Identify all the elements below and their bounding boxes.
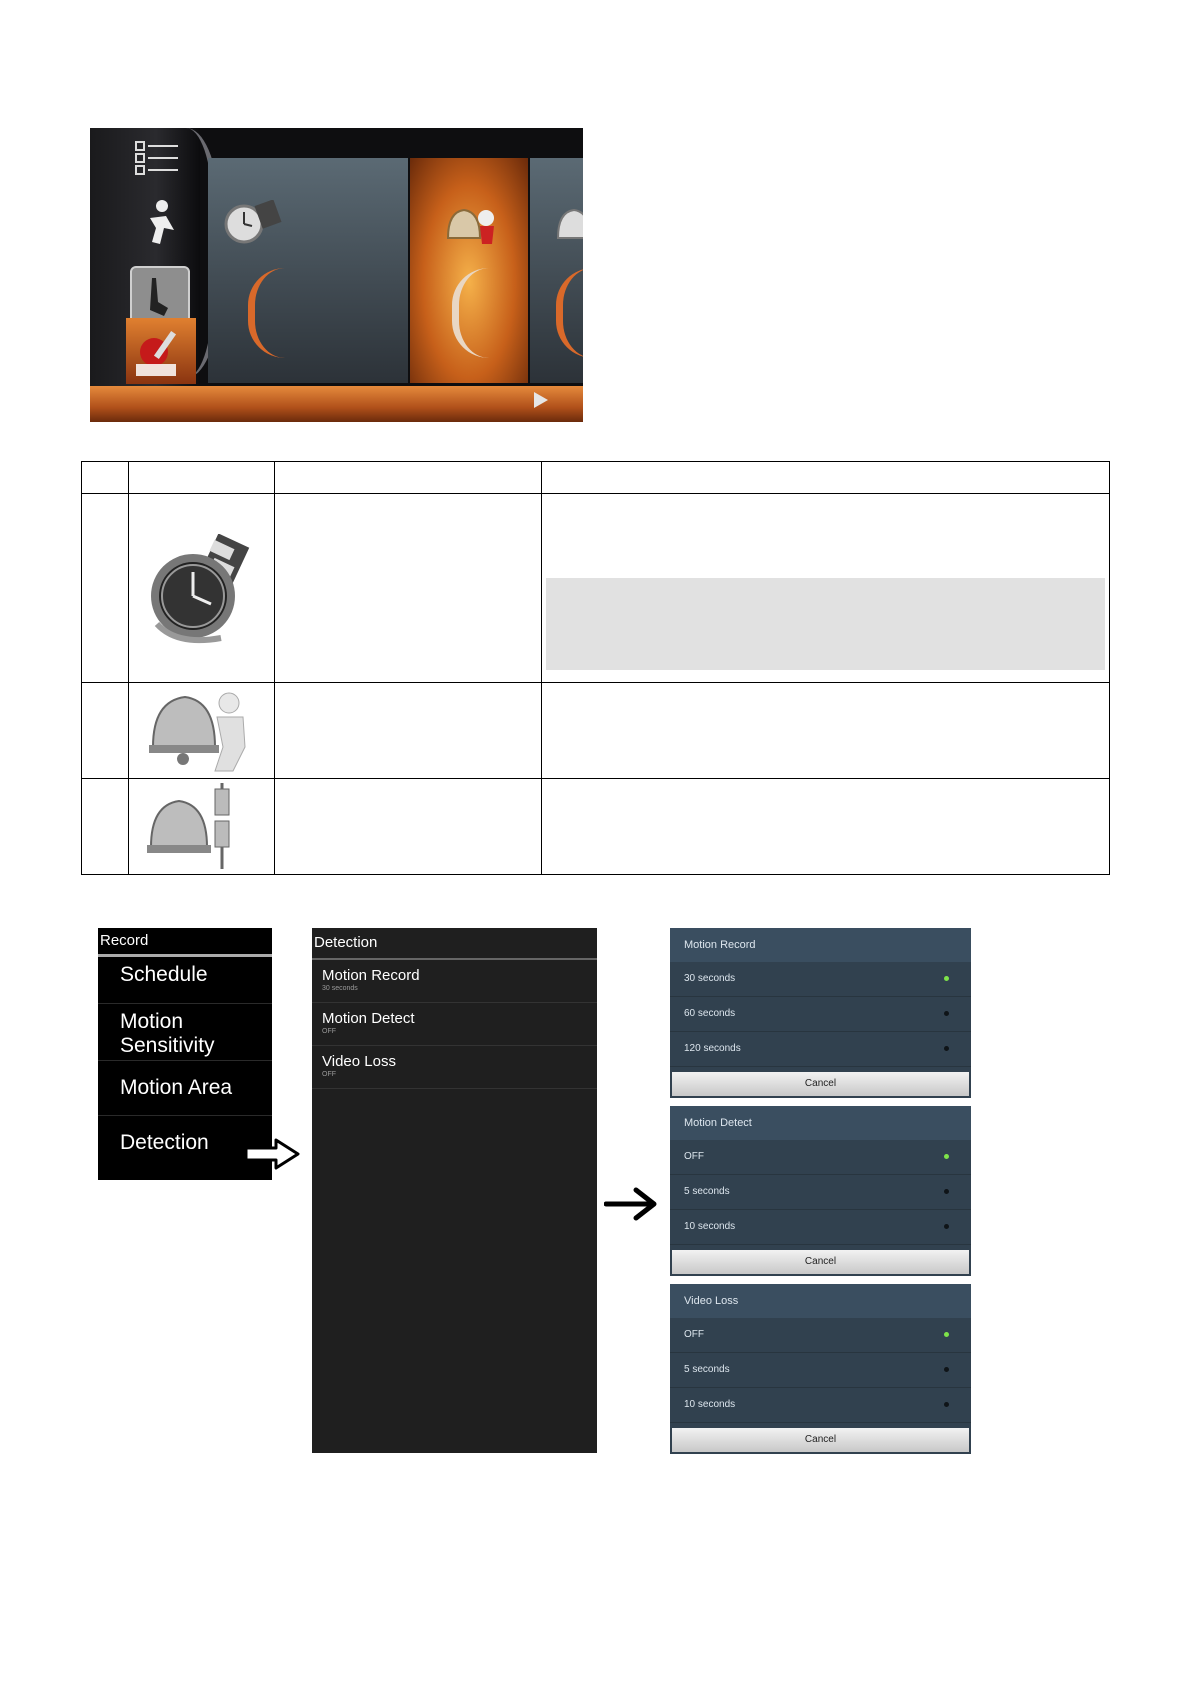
- menu-item-motion-area[interactable]: Motion Area: [98, 1061, 272, 1116]
- dialog-option[interactable]: OFF: [670, 1318, 971, 1353]
- person-running-icon[interactable]: [130, 196, 186, 252]
- radio-icon: [944, 1046, 949, 1051]
- dialog-title: Motion Detect: [670, 1106, 971, 1140]
- radio-icon: [944, 1402, 949, 1407]
- table-row: [82, 779, 1110, 875]
- loss-level-gauge[interactable]: [556, 268, 583, 358]
- dvr-screen: [90, 128, 583, 422]
- video-loss-dialog: [670, 1284, 971, 1454]
- dialog-option[interactable]: 10 seconds: [670, 1210, 971, 1245]
- bell-cable-icon: [145, 783, 255, 869]
- radio-icon: [944, 1189, 949, 1194]
- radio-selected-icon: [944, 1332, 949, 1337]
- table-row: [82, 494, 1110, 683]
- motion-record-dialog: [670, 928, 971, 1098]
- radio-selected-icon: [944, 976, 949, 981]
- checklist-icon[interactable]: [134, 138, 184, 182]
- motion-detect-panel[interactable]: [410, 158, 528, 383]
- table-header-cell: [542, 462, 1110, 494]
- menu-item-schedule[interactable]: Schedule: [98, 957, 272, 1004]
- dialog-option[interactable]: 30 seconds: [670, 962, 971, 997]
- dialog-option[interactable]: 5 seconds: [670, 1175, 971, 1210]
- detection-table: [81, 461, 1110, 875]
- bell-person-icon: [145, 687, 255, 773]
- menu-item-motion-sensitivity[interactable]: Motion Sensitivity: [98, 1004, 272, 1061]
- detection-list-title: Detection: [312, 928, 597, 960]
- dialog-option[interactable]: OFF: [670, 1140, 971, 1175]
- hand-touch-icon[interactable]: [130, 266, 190, 326]
- video-loss-panel[interactable]: [530, 158, 583, 383]
- dialog-option[interactable]: 10 seconds: [670, 1388, 971, 1423]
- table-header-cell: [82, 462, 129, 494]
- aec-tools-icon[interactable]: [126, 318, 196, 384]
- dialog-title: Video Loss: [670, 1284, 971, 1318]
- menu-item-detection[interactable]: Detection: [120, 1131, 209, 1154]
- radio-selected-icon: [944, 1154, 949, 1159]
- dialog-option[interactable]: 60 seconds: [670, 997, 971, 1032]
- record-level-gauge[interactable]: [248, 268, 285, 358]
- table-header-cell: [129, 462, 275, 494]
- table-header-row: [82, 462, 1110, 494]
- detect-level-gauge[interactable]: [452, 268, 489, 358]
- motion-detect-dialog: [670, 1106, 971, 1276]
- right-arrow-icon: [604, 1187, 658, 1221]
- dvr-status-bar: [90, 386, 583, 422]
- detection-list: [312, 928, 597, 1453]
- table-row: [82, 683, 1110, 779]
- radio-icon: [944, 1367, 949, 1372]
- cancel-button[interactable]: Cancel: [672, 1250, 969, 1274]
- bell-cable-icon: [552, 200, 583, 246]
- table-header-cell: [275, 462, 542, 494]
- list-item-video-loss[interactable]: Video Loss OFF: [312, 1046, 597, 1089]
- dialog-option[interactable]: 5 seconds: [670, 1353, 971, 1388]
- play-arrow-icon[interactable]: [534, 392, 548, 408]
- radio-icon: [944, 1011, 949, 1016]
- right-arrow-icon: [244, 1138, 302, 1170]
- clock-film-icon: [147, 534, 257, 646]
- cancel-button[interactable]: Cancel: [672, 1428, 969, 1452]
- dialog-option[interactable]: 120 seconds: [670, 1032, 971, 1067]
- bell-person-icon: [440, 200, 500, 246]
- list-item-motion-record[interactable]: Motion Record 30 seconds: [312, 960, 597, 1003]
- clock-film-icon: [222, 200, 282, 246]
- record-menu-title: Record: [98, 928, 272, 957]
- motion-record-panel[interactable]: [208, 158, 408, 383]
- dialog-title: Motion Record: [670, 928, 971, 962]
- radio-icon: [944, 1224, 949, 1229]
- list-item-motion-detect[interactable]: Motion Detect OFF: [312, 1003, 597, 1046]
- cancel-button[interactable]: Cancel: [672, 1072, 969, 1096]
- note-box: [546, 578, 1105, 670]
